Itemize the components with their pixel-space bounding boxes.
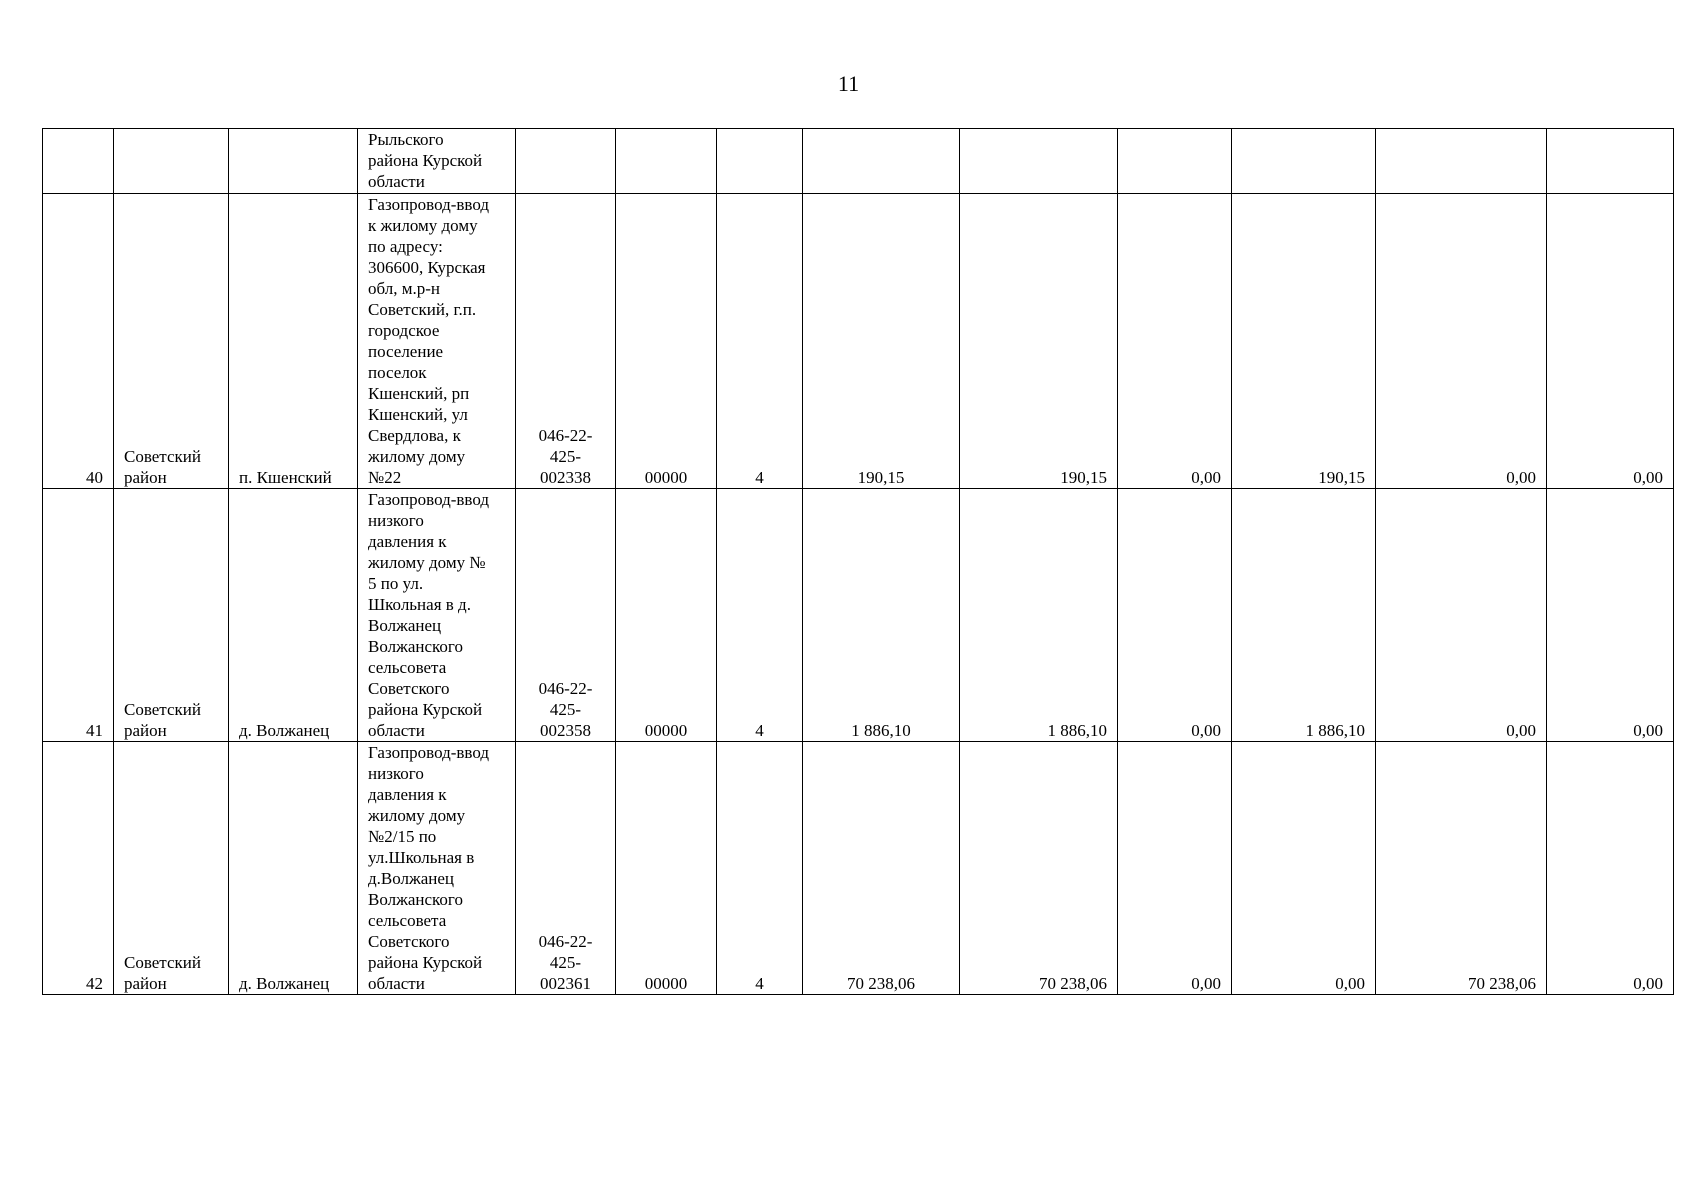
table-row [43,194,1674,489]
cell-value-3: 0,00 [1118,489,1232,742]
cell-value-5 [1376,129,1547,194]
cell-description [358,194,516,489]
cell-value-2: 1 886,10 [960,489,1118,742]
cell-settlement [229,129,358,194]
cell-value-5: 0,00 [1376,194,1547,489]
cell-value-1: 70 238,06 [803,742,960,995]
district-text: Советский район [124,447,201,487]
cell-district [114,194,229,489]
cell-num [43,129,114,194]
cell-value-6 [1547,129,1674,194]
cell-category: 4 [717,489,803,742]
cell-value-4: 1 886,10 [1232,489,1376,742]
cell-category: 4 [717,194,803,489]
cell-code2 [616,129,717,194]
code-text: 046-22- 425- 002338 [538,426,593,487]
cell-code [516,489,616,742]
description-text: Газопровод-ввод низкого давления к жилому дому №2/15 по ул.Школьная в д.Волжанец Волжанского сельсовета Советского района Курской области [368,743,489,993]
cell-settlement: п. Кшенский [229,194,358,489]
cell-value-1 [803,129,960,194]
cell-district [114,489,229,742]
district-text: Советский район [124,700,201,740]
page-number: 11 [837,71,860,96]
cell-code2: 00000 [616,194,717,489]
cell-code [516,194,616,489]
cell-num: 41 [43,489,114,742]
code-text: 046-22- 425- 002358 [538,679,593,740]
cell-value-4 [1232,129,1376,194]
cell-value-3: 0,00 [1118,194,1232,489]
cell-value-2: 70 238,06 [960,742,1118,995]
cell-description [358,129,516,194]
cell-code [516,742,616,995]
cell-description [358,489,516,742]
cell-settlement: д. Волжанец [229,742,358,995]
cell-code2: 00000 [616,742,717,995]
cell-value-1: 1 886,10 [803,489,960,742]
cell-value-2 [960,129,1118,194]
cell-district [114,129,229,194]
cell-value-5: 0,00 [1376,489,1547,742]
cell-value-6: 0,00 [1547,742,1674,995]
objects-table [42,128,1674,995]
cell-value-5: 70 238,06 [1376,742,1547,995]
description-text: Рыльского района Курской области [368,130,483,191]
description-text: Газопровод-ввод к жилому дому по адресу: 306600, Курская обл, м.р-н Советский, г.п. городское поселение поселок Кшенский, рп Кшенский, ул Свердлова, к жилому дому №22 [368,195,489,487]
cell-value-6: 0,00 [1547,489,1674,742]
cell-description [358,742,516,995]
cell-value-1: 190,15 [803,194,960,489]
cell-code [516,129,616,194]
district-text: Советский район [124,953,201,993]
cell-category: 4 [717,742,803,995]
code-text: 046-22- 425- 002361 [538,932,593,993]
cell-num: 42 [43,742,114,995]
cell-value-3: 0,00 [1118,742,1232,995]
cell-value-4: 0,00 [1232,742,1376,995]
cell-code2: 00000 [616,489,717,742]
cell-settlement: д. Волжанец [229,489,358,742]
cell-value-3 [1118,129,1232,194]
cell-category [717,129,803,194]
table-row-continued [43,129,1674,194]
cell-value-2: 190,15 [960,194,1118,489]
description-text: Газопровод-ввод низкого давления к жилому дому № 5 по ул. Школьная в д. Волжанец Волжанского сельсовета Советского района Курской области [368,490,489,740]
cell-district [114,742,229,995]
table-row [43,489,1674,742]
cell-num: 40 [43,194,114,489]
table-row [43,742,1674,995]
cell-value-4: 190,15 [1232,194,1376,489]
cell-value-6: 0,00 [1547,194,1674,489]
